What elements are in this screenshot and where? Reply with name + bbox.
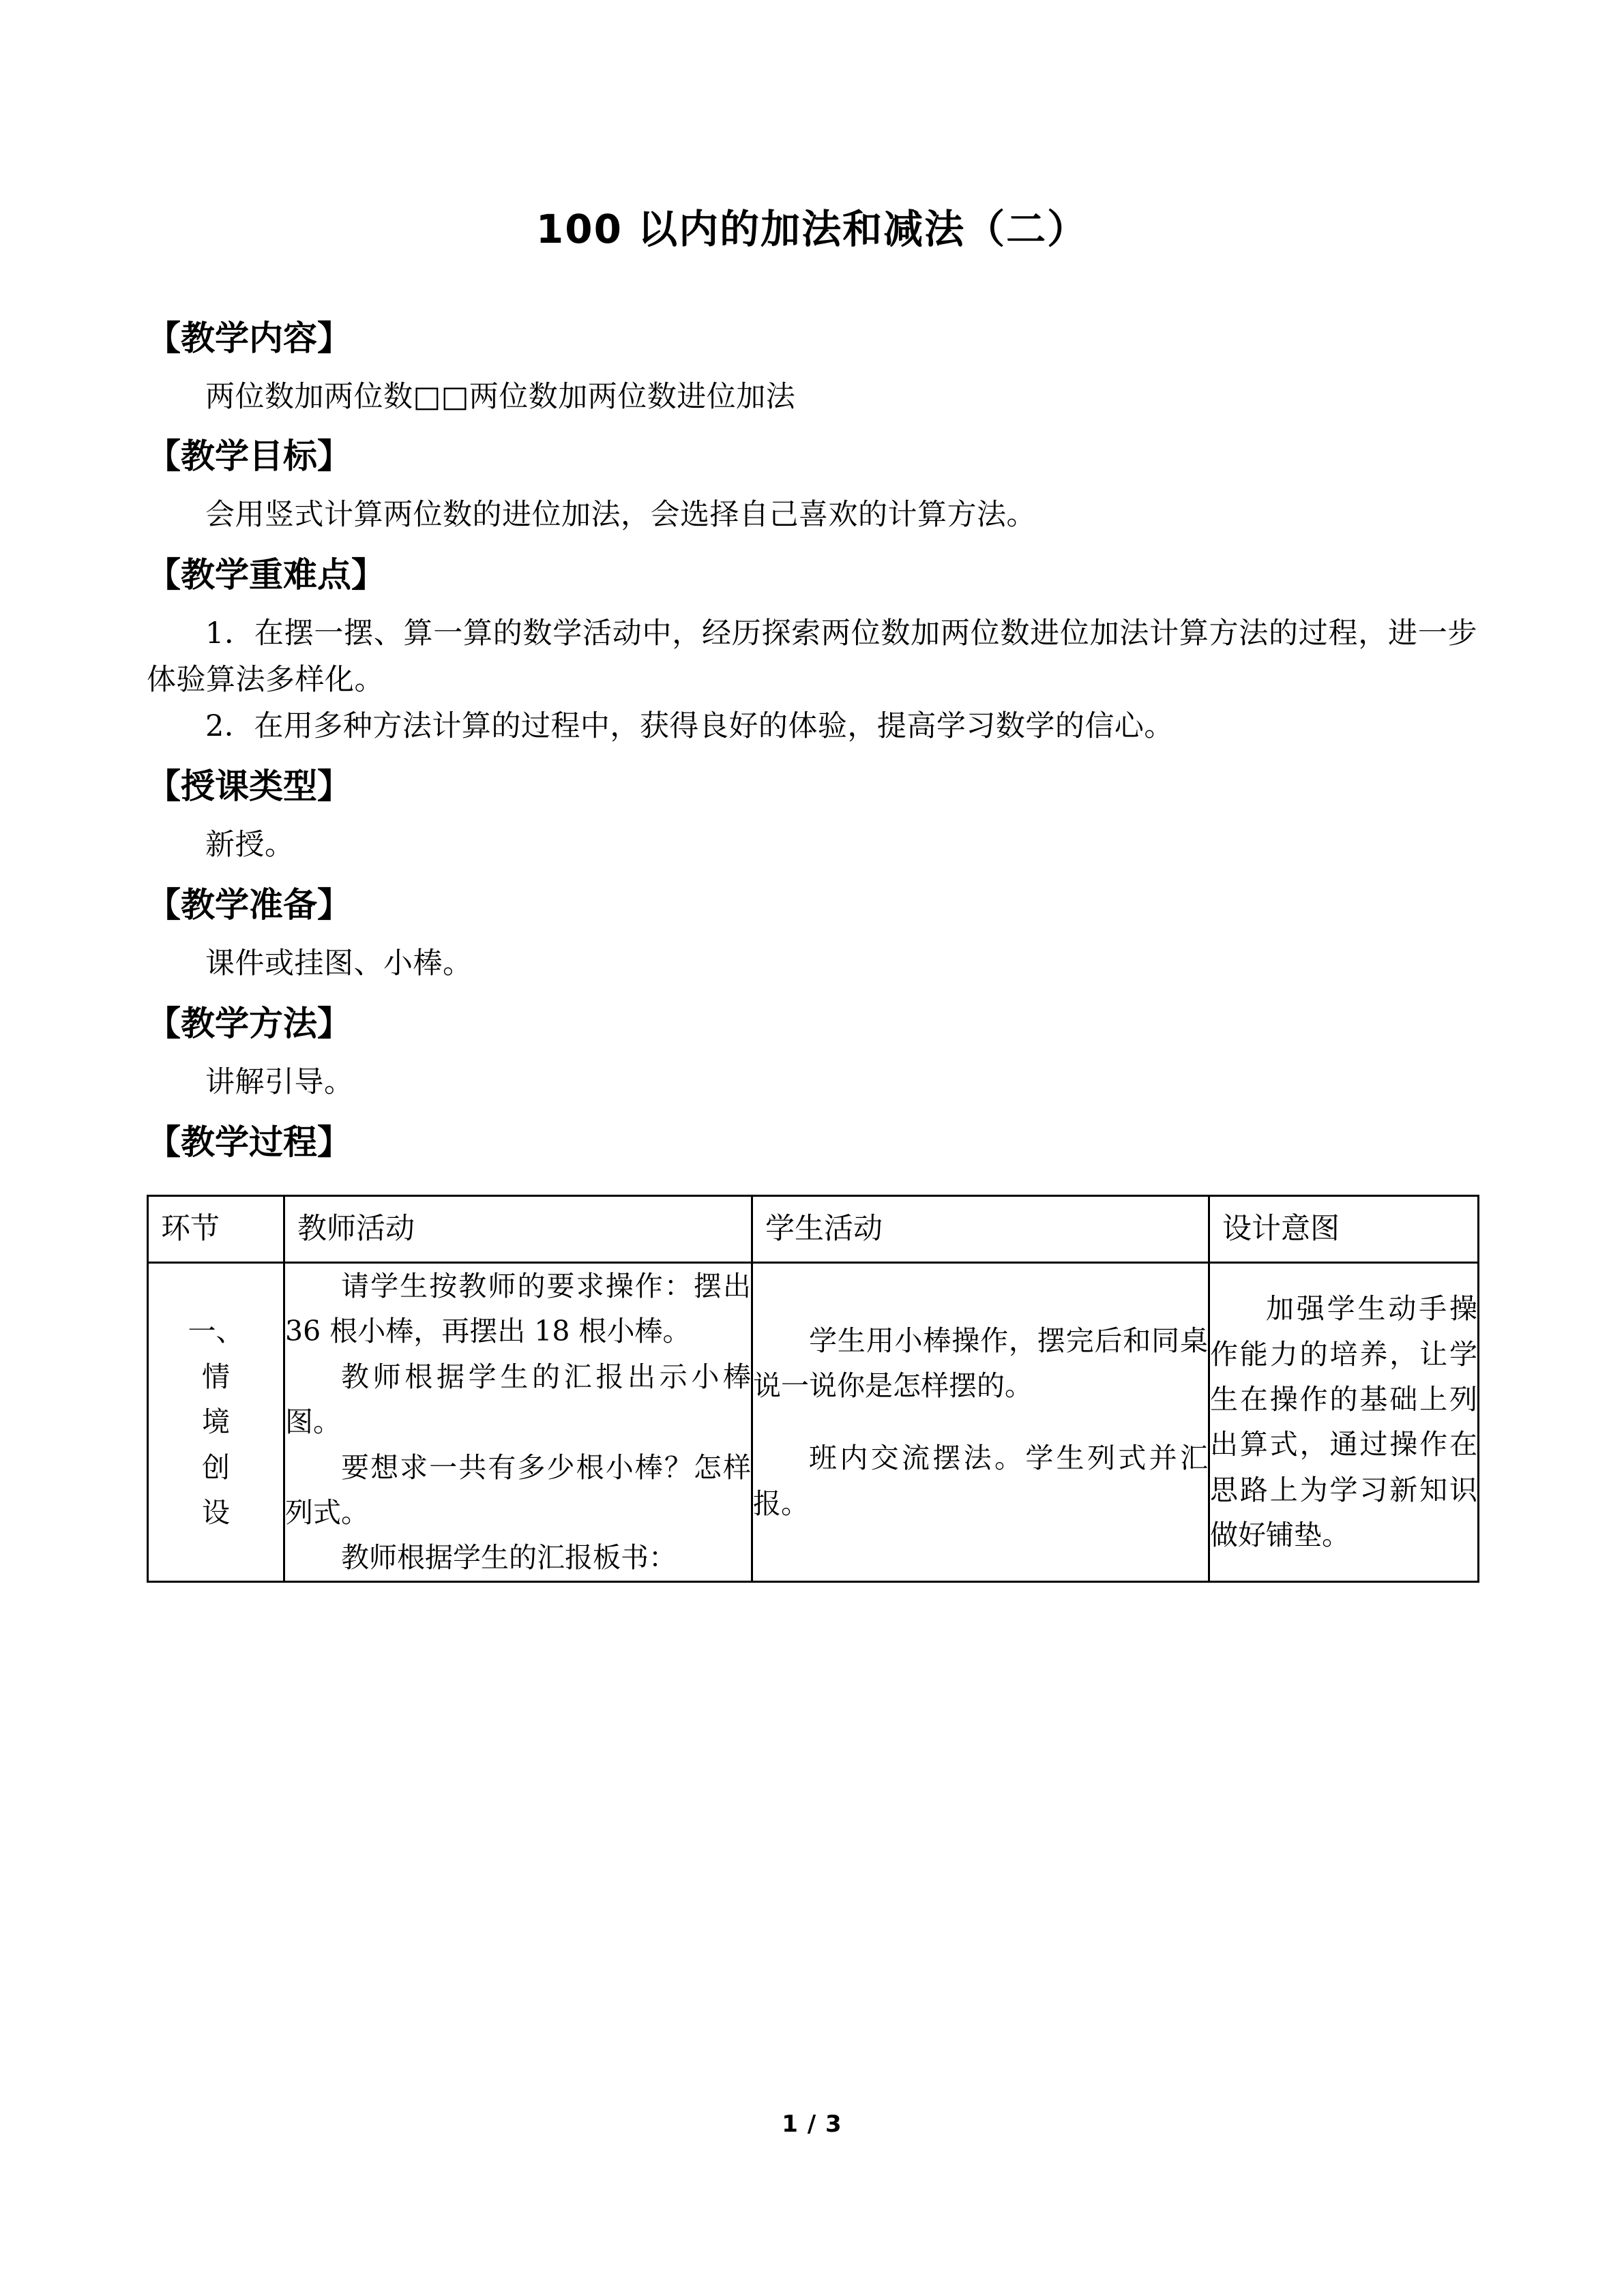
section-paragraph-teaching-content: 两位数加两位数□□两位数加两位数进位加法 [205,379,796,414]
page-title: 100 以内的加法和减法（二） [535,206,1089,252]
spacer [147,254,1477,294]
section-paragraph-teaching-objective: 会用竖式计算两位数的进位加法，会选择自己喜欢的计算方法。 [205,498,1036,533]
column-header-teacher-activity: 教师活动 [284,1196,752,1263]
section-paragraph-key-difficulties-2: 2．在用多种方法计算的过程中，获得良好的体验，提高学习数学的信心。 [205,709,1174,744]
cell-student-activity [752,1263,1209,1582]
spacer [147,355,1477,374]
section-heading-lesson-type: 【授课类型】 [147,766,351,807]
spacer [147,473,1477,492]
column-header-student-activity: 学生活动 [752,1196,1209,1263]
section-heading-teaching-objective: 【教学目标】 [147,436,351,477]
section-heading-teaching-method: 【教学方法】 [147,1004,351,1044]
cell-stage [148,1263,284,1582]
spacer [147,1041,1477,1060]
spacer [753,1408,1208,1435]
stage-char: 创 [202,1450,230,1484]
spacer [147,803,1477,822]
teacher-activity-paragraph-2: 教师根据学生的汇报出示小棒图。 [285,1360,751,1439]
design-intent-paragraph-1: 加强学生动手操作能力的培养，让学生在操作的基础上列出算式，通过操作在思路上为学习新知识做好铺垫。 [1210,1292,1477,1552]
section-paragraph-teaching-preparation: 课件或挂图、小棒。 [205,946,473,981]
section-paragraph-teaching-method: 讲解引导。 [205,1065,354,1100]
stage-char-stack [149,1309,283,1535]
teaching-process-table [147,1195,1479,1583]
section-heading-teaching-content: 【教学内容】 [147,318,351,358]
spacer [147,592,1477,611]
stage-char: 情 [202,1360,230,1393]
section-paragraph-lesson-type: 新授。 [205,828,295,863]
cell-design-intent [1209,1263,1479,1582]
spacer [147,922,1477,941]
stage-char: 一、 [188,1315,244,1348]
spacer [147,294,1477,321]
stage-char: 设 [202,1496,230,1530]
section-heading-teaching-preparation: 【教学准备】 [147,885,351,925]
stage-char: 境 [202,1405,230,1439]
section-paragraph-key-difficulties-1: 1．在摆一摆、算一算的数学活动中，经历探索两位数加两位数进位加法计算方法的过程，进一步体验算法多样化。 [147,616,1477,698]
teacher-activity-paragraph-3: 要想求一共有多少根小棒？怎样列式。 [285,1450,751,1530]
column-header-stage: 环节 [148,1196,284,1263]
cell-teacher-activity [284,1263,752,1582]
teacher-activity-paragraph-1: 请学生按教师的要求操作：摆出 36 根小棒，再摆出 18 根小棒。 [285,1270,751,1348]
column-header-design-intent: 设计意图 [1209,1196,1479,1263]
student-activity-paragraph-2: 班内交流摆法。学生列式并汇报。 [753,1442,1208,1520]
section-heading-teaching-process: 【教学过程】 [147,1122,351,1162]
table-row [148,1263,1479,1582]
page-footer: 1 / 3 [782,2111,842,2138]
student-activity-paragraph-1: 学生用小棒操作，摆完后和同桌说一说你是怎样摆的。 [753,1324,1208,1403]
table-header-row [148,1196,1479,1263]
teacher-activity-paragraph-4: 教师根据学生的汇报板书： [341,1541,677,1575]
section-heading-key-difficulties: 【教学重难点】 [147,555,385,595]
